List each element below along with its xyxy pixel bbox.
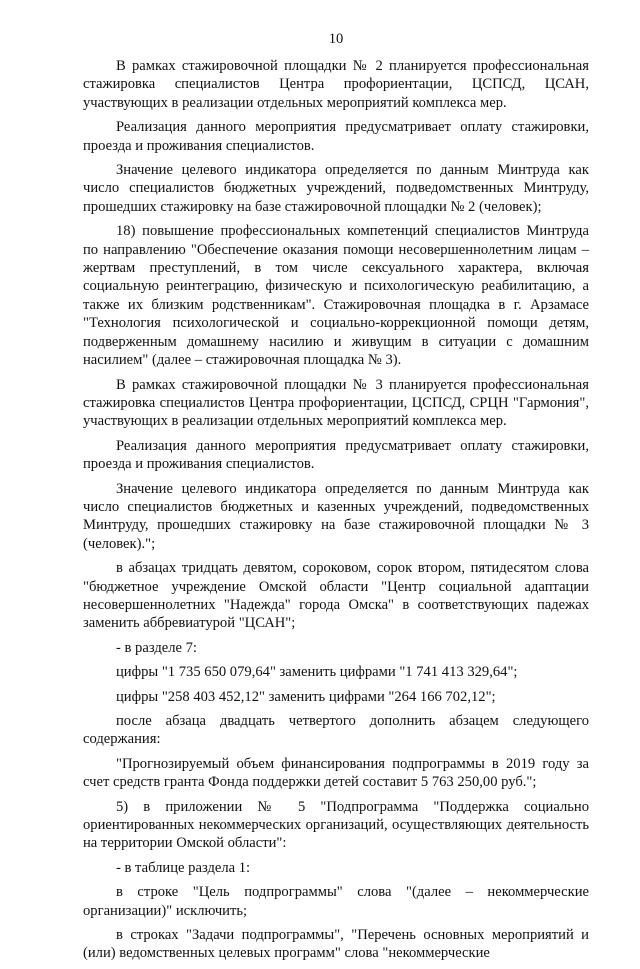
paragraph: Значение целевого индикатора определяется по данным Минтруда как число специалистов бюджетных учреждений, подведомственных Минтруду, прошедших стажировку на базе стажировочной площадки № 2 (человек); [83,162,589,215]
paragraph: после абзаца двадцать четвертого дополнить абзацем следующего содержания: [83,713,589,748]
paragraph: Реализация данного мероприятия предусматривает оплату стажировки, проезда и проживания специалистов. [83,437,589,473]
paragraph: В рамках стажировочной площадки № 2 планируется профессиональная стажировка специалистов Центра профориентации, ЦСПСД, ЦСАН, участвующих в реализации отдельных мероприятий комплекса мер. [83,58,589,111]
paragraph: в строке "Цель подпрограммы" слова "(далее – некоммерческие организации)" исключить; [83,884,589,919]
document-page [83,30,589,969]
paragraph: Значение целевого индикатора определяется по данным Минтруда как число специалистов бюджетных и казенных учреждений, подведомственных Минтруду, прошедших стажировку на базе стажировочной площадки № 3 (человек)."; [83,480,589,552]
paragraph: в абзацах тридцать девятом, сороковом, сорок втором, пятидесятом слова "бюджетное учреждение Омской области "Центр социальной адаптации несовершеннолетних "Надежда" города Омска" в соответствующих падежах заменить аббревиатурой "ЦСАН"; [83,560,589,632]
paragraph: цифры "258 403 452,12" заменить цифрами "264 166 702,12"; [116,688,496,705]
paragraph: 18) повышение профессиональных компетенций специалистов Минтруда по направлению "Обеспечение оказания помощи несовершеннолетним лицам – жертвам преступлений, в том числе сексуального характера, включая социальную реинтеграцию, физическую и психологическую реабилитацию, а также их близким родственникам". Стажировочная площадка в г. Арзамасе "Технология психологической и социально-коррекционной помощи детям, подверженным домашнему насилию и живущим в ситуации с домашним насилием" (далее – стажировочная площадка № 3). [83,223,589,369]
paragraph: В рамках стажировочной площадки № 3 планируется профессиональная стажировка специалистов Центра профориентации, ЦСПСД, СРЦН "Гармония", участвующих в реализации отдельных мероприятий комплекса мер. [83,376,589,430]
paragraph: - в таблице раздела 1: [116,859,251,876]
paragraph: цифры "1 735 650 079,64" заменить цифрами "1 741 413 329,64"; [116,664,518,681]
paragraph: в строках "Задачи подпрограммы", "Перечень основных мероприятий и (или) ведомственных целевых программ" слова "некоммерческие [83,927,589,962]
page-number: 10 [328,31,344,47]
paragraph: 5) в приложении № 5 "Подпрограмма "Поддержка социально ориентированных некоммерческих организаций, осуществляющих деятельность на территории Омской области": [83,798,589,852]
paragraph: Реализация данного мероприятия предусматривает оплату стажировки, проезда и проживания специалистов. [83,119,589,154]
paragraph: "Прогнозируемый объем финансирования подпрограммы в 2019 году за счет средств гранта Фонда поддержки детей составит 5 763 250,00 руб."; [83,755,589,791]
paragraph: - в разделе 7: [116,639,197,656]
